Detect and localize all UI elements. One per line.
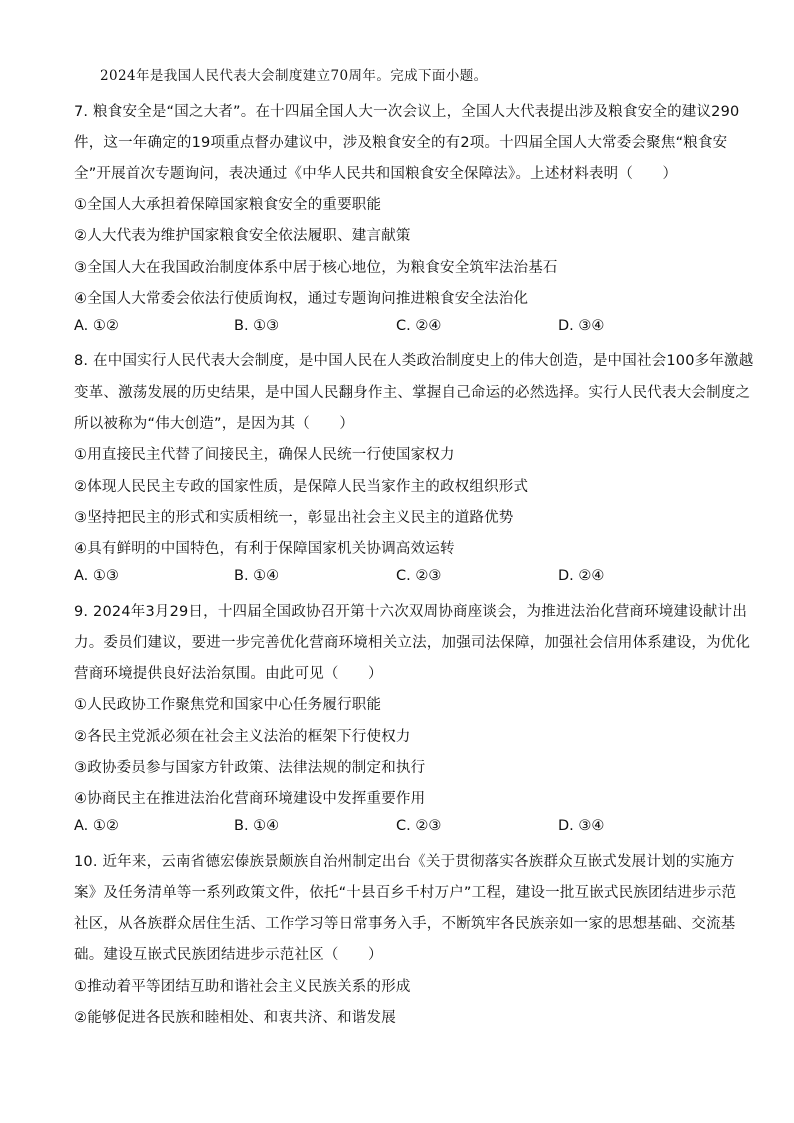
q10-stem-line: 案》及任务清单等一系列政策文件，依托“十县百乡千村万户”工程，建设一批互嵌式民族团结进步示范 bbox=[74, 885, 737, 901]
q8-option-a[interactable]: A. ①③ bbox=[74, 568, 119, 584]
q10-stem-line: 10. 近年来，云南省德宏傣族景颇族自治州制定出台《关于贯彻落实各族群众互嵌式发展计划的实施方 bbox=[74, 854, 735, 870]
q8-options bbox=[74, 568, 724, 588]
q10-stem-line: 础。建设互嵌式民族团结进步示范社区（ ） bbox=[74, 947, 383, 963]
q7-option-d[interactable]: D. ③④ bbox=[558, 318, 605, 334]
q7-option-b[interactable]: B. ①③ bbox=[234, 318, 280, 334]
q8-statement: ②体现人民民主专政的国家性质，是保障人民当家作主的政权组织形式 bbox=[74, 479, 529, 495]
q7-stem-line: 全”开展首次专题询问，表决通过《中华人民共和国粮食安全保障法》。上述材料表明（ ） bbox=[74, 166, 678, 182]
q8-stem-line: 变革、激荡发展的历史结果，是中国人民翻身作主、掌握自己命运的必然选择。实行人民代表大会制度之 bbox=[74, 385, 751, 401]
q8-statement: ④具有鲜明的中国特色，有利于保障国家机关协调高效运转 bbox=[74, 541, 455, 557]
q9-stem-line: 9. 2024年3月29日，十四届全国政协召开第十六次双周协商座谈会，为推进法治化营商环境建设献计出 bbox=[74, 604, 748, 620]
section-intro: 2024年是我国人民代表大会制度建立70周年。完成下面小题。 bbox=[100, 68, 488, 84]
q9-statement: ③政协委员参与国家方针政策、法律法规的制定和执行 bbox=[74, 760, 426, 776]
q8-statement: ①用直接民主代替了间接民主，确保人民统一行使国家权力 bbox=[74, 447, 455, 463]
q9-stem-line: 力。委员们建议，要进一步完善优化营商环境相关立法，加强司法保障，加强社会信用体系建设，为优化 bbox=[74, 635, 751, 651]
q9-statement: ①人民政协工作聚焦党和国家中心任务履行职能 bbox=[74, 697, 382, 713]
q10-statement: ①推动着平等团结互助和谐社会主义民族关系的形成 bbox=[74, 979, 411, 995]
q7-stem-line: 件，这一年确定的19项重点督办建议中，涉及粮食安全的有2项。十四届全国人大常委会聚焦“粮食安 bbox=[74, 135, 728, 151]
q9-option-b[interactable]: B. ①④ bbox=[234, 818, 280, 834]
q9-statement: ②各民主党派必须在社会主义法治的框架下行使权力 bbox=[74, 729, 411, 745]
q8-stem-line: 8. 在中国实行人民代表大会制度，是中国人民在人类政治制度史上的伟大创造，是中国社会100多年激越 bbox=[74, 353, 754, 369]
q9-options bbox=[74, 818, 724, 838]
q7-statement: ①全国人大承担着保障国家粮食安全的重要职能 bbox=[74, 197, 382, 213]
q8-statement: ③坚持把民主的形式和实质相统一，彰显出社会主义民主的道路优势 bbox=[74, 510, 514, 526]
q8-option-c[interactable]: C. ②③ bbox=[396, 568, 442, 584]
q10-statement: ②能够促进各民族和睦相处、和衷共济、和谐发展 bbox=[74, 1010, 396, 1026]
q7-statement: ③全国人大在我国政治制度体系中居于核心地位，为粮食安全筑牢法治基石 bbox=[74, 260, 558, 276]
q7-stem-line: 7. 粮食安全是“国之大者”。在十四届全国人大一次会议上，全国人大代表提出涉及粮食安全的建议290 bbox=[74, 104, 740, 120]
q7-option-c[interactable]: C. ②④ bbox=[396, 318, 442, 334]
q7-options bbox=[74, 318, 724, 338]
q7-statement: ④全国人大常委会依法行使质询权，通过专题询问推进粮食安全法治化 bbox=[74, 291, 529, 307]
q8-option-b[interactable]: B. ①④ bbox=[234, 568, 280, 584]
q7-statement: ②人大代表为维护国家粮食安全依法履职、建言献策 bbox=[74, 228, 411, 244]
q9-option-d[interactable]: D. ③④ bbox=[558, 818, 605, 834]
q9-option-a[interactable]: A. ①② bbox=[74, 818, 119, 834]
q9-option-c[interactable]: C. ②③ bbox=[396, 818, 442, 834]
q8-stem-line: 所以被称为“伟大创造”，是因为其（ ） bbox=[74, 416, 355, 432]
q7-option-a[interactable]: A. ①② bbox=[74, 318, 119, 334]
q8-option-d[interactable]: D. ②④ bbox=[558, 568, 605, 584]
q10-stem-line: 社区，从各族群众居住生活、工作学习等日常事务入手，不断筑牢各民族亲如一家的思想基础、交流基 bbox=[74, 916, 736, 932]
q9-stem-line: 营商环境提供良好法治氛围。由此可见（ ） bbox=[74, 666, 383, 682]
q9-statement: ④协商民主在推进法治化营商环境建设中发挥重要作用 bbox=[74, 791, 426, 807]
